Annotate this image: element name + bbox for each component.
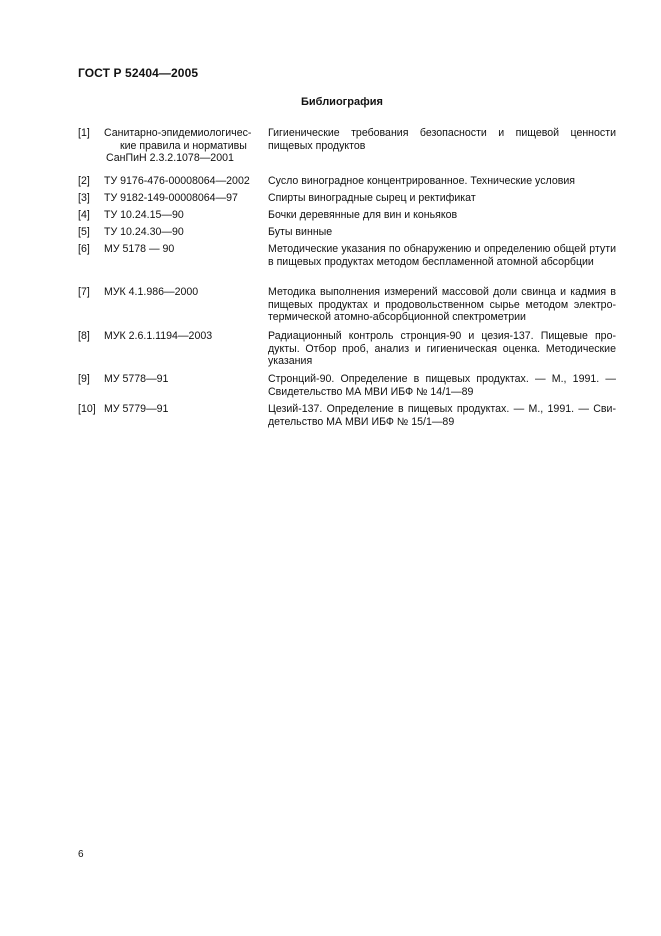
- reference-code-line: МУ 5778—91: [104, 373, 169, 385]
- reference-code: [104, 403, 266, 416]
- document-header: ГОСТ Р 52404—2005: [78, 66, 199, 80]
- reference-code-line: ТУ 10.24.15—90: [104, 209, 184, 221]
- reference-code: [104, 127, 266, 165]
- page-number: 6: [78, 849, 84, 860]
- reference-code: [104, 175, 266, 188]
- reference-item: [78, 286, 616, 330]
- reference-item: [78, 192, 616, 209]
- reference-code-line: Санитарно-эпидемиологичес-: [104, 127, 252, 139]
- reference-code-line: ТУ 9176-476-00008064—2002: [104, 175, 250, 187]
- reference-item: [78, 209, 616, 226]
- section-title: Библиография: [301, 96, 383, 108]
- reference-item: [78, 243, 616, 286]
- reference-code-line: кие правила и нормативы: [120, 139, 247, 152]
- reference-code-line: МУК 4.1.986—2000: [104, 286, 199, 298]
- reference-number: [4]: [78, 209, 90, 221]
- reference-description: Радиационный контроль стронция-90 и цезия-137. Пищевые про-дукты. Отбор проб, анализ и гигиеническая оценка. Методические указания: [268, 330, 616, 368]
- reference-description: Сусло виноградное концентрированное. Технические условия: [268, 175, 576, 187]
- reference-code: [104, 226, 266, 239]
- reference-item: [78, 373, 616, 403]
- reference-number: [6]: [78, 243, 90, 255]
- reference-number: [2]: [78, 175, 90, 187]
- reference-item: [78, 226, 616, 243]
- reference-item: [78, 403, 616, 433]
- reference-description: Методика выполнения измерений массовой доли свинца и кадмия в пищевых продуктах и продовольственном сырье методом электро-термической атомно-абсорбционной спектрометрии: [268, 286, 616, 324]
- reference-number: [8]: [78, 330, 90, 342]
- reference-number: [10]: [78, 403, 96, 415]
- reference-code: [104, 330, 266, 343]
- reference-description: Спирты виноградные сырец и ректификат: [268, 192, 476, 204]
- reference-number: [1]: [78, 127, 90, 139]
- reference-item: [78, 175, 616, 192]
- reference-description: Гигиенические требования безопасности и пищевой ценности пищевых продуктов: [268, 127, 616, 152]
- reference-code-line: МУК 2.6.1.1194—2003: [104, 330, 213, 342]
- reference-code: [104, 192, 266, 205]
- reference-description: Буты винные: [268, 226, 333, 238]
- reference-code: [104, 243, 266, 256]
- reference-number: [9]: [78, 373, 90, 385]
- reference-code: [104, 373, 266, 386]
- reference-item: [78, 127, 616, 175]
- reference-description: Стронций-90. Определение в пищевых продуктах. — М., 1991. — Свидетельство МА МВИ ИБФ № 14/1—89: [268, 373, 616, 398]
- bibliography-list: [78, 127, 616, 433]
- reference-number: [5]: [78, 226, 90, 238]
- reference-code-line: МУ 5779—91: [104, 403, 169, 415]
- reference-code-line: МУ 5178 — 90: [104, 243, 175, 255]
- reference-description: Бочки деревянные для вин и коньяков: [268, 209, 458, 221]
- reference-code-line: СанПиН 2.3.2.1078—2001: [106, 152, 234, 165]
- reference-code: [104, 209, 266, 222]
- reference-number: [7]: [78, 286, 90, 298]
- reference-description: Цезий-137. Определение в пищевых продуктах. — М., 1991. — Сви-детельство МА МВИ ИБФ № 15/1—89: [268, 403, 616, 428]
- reference-number: [3]: [78, 192, 90, 204]
- reference-code-line: ТУ 9182-149-00008064—97: [104, 192, 238, 204]
- reference-description: Методические указания по обнаружению и определению общей ртути в пищевых продуктах методом беспламенной атомной абсорбции: [268, 243, 616, 268]
- reference-item: [78, 330, 616, 373]
- reference-code: [104, 286, 266, 299]
- reference-code-line: ТУ 10.24.30—90: [104, 226, 184, 238]
